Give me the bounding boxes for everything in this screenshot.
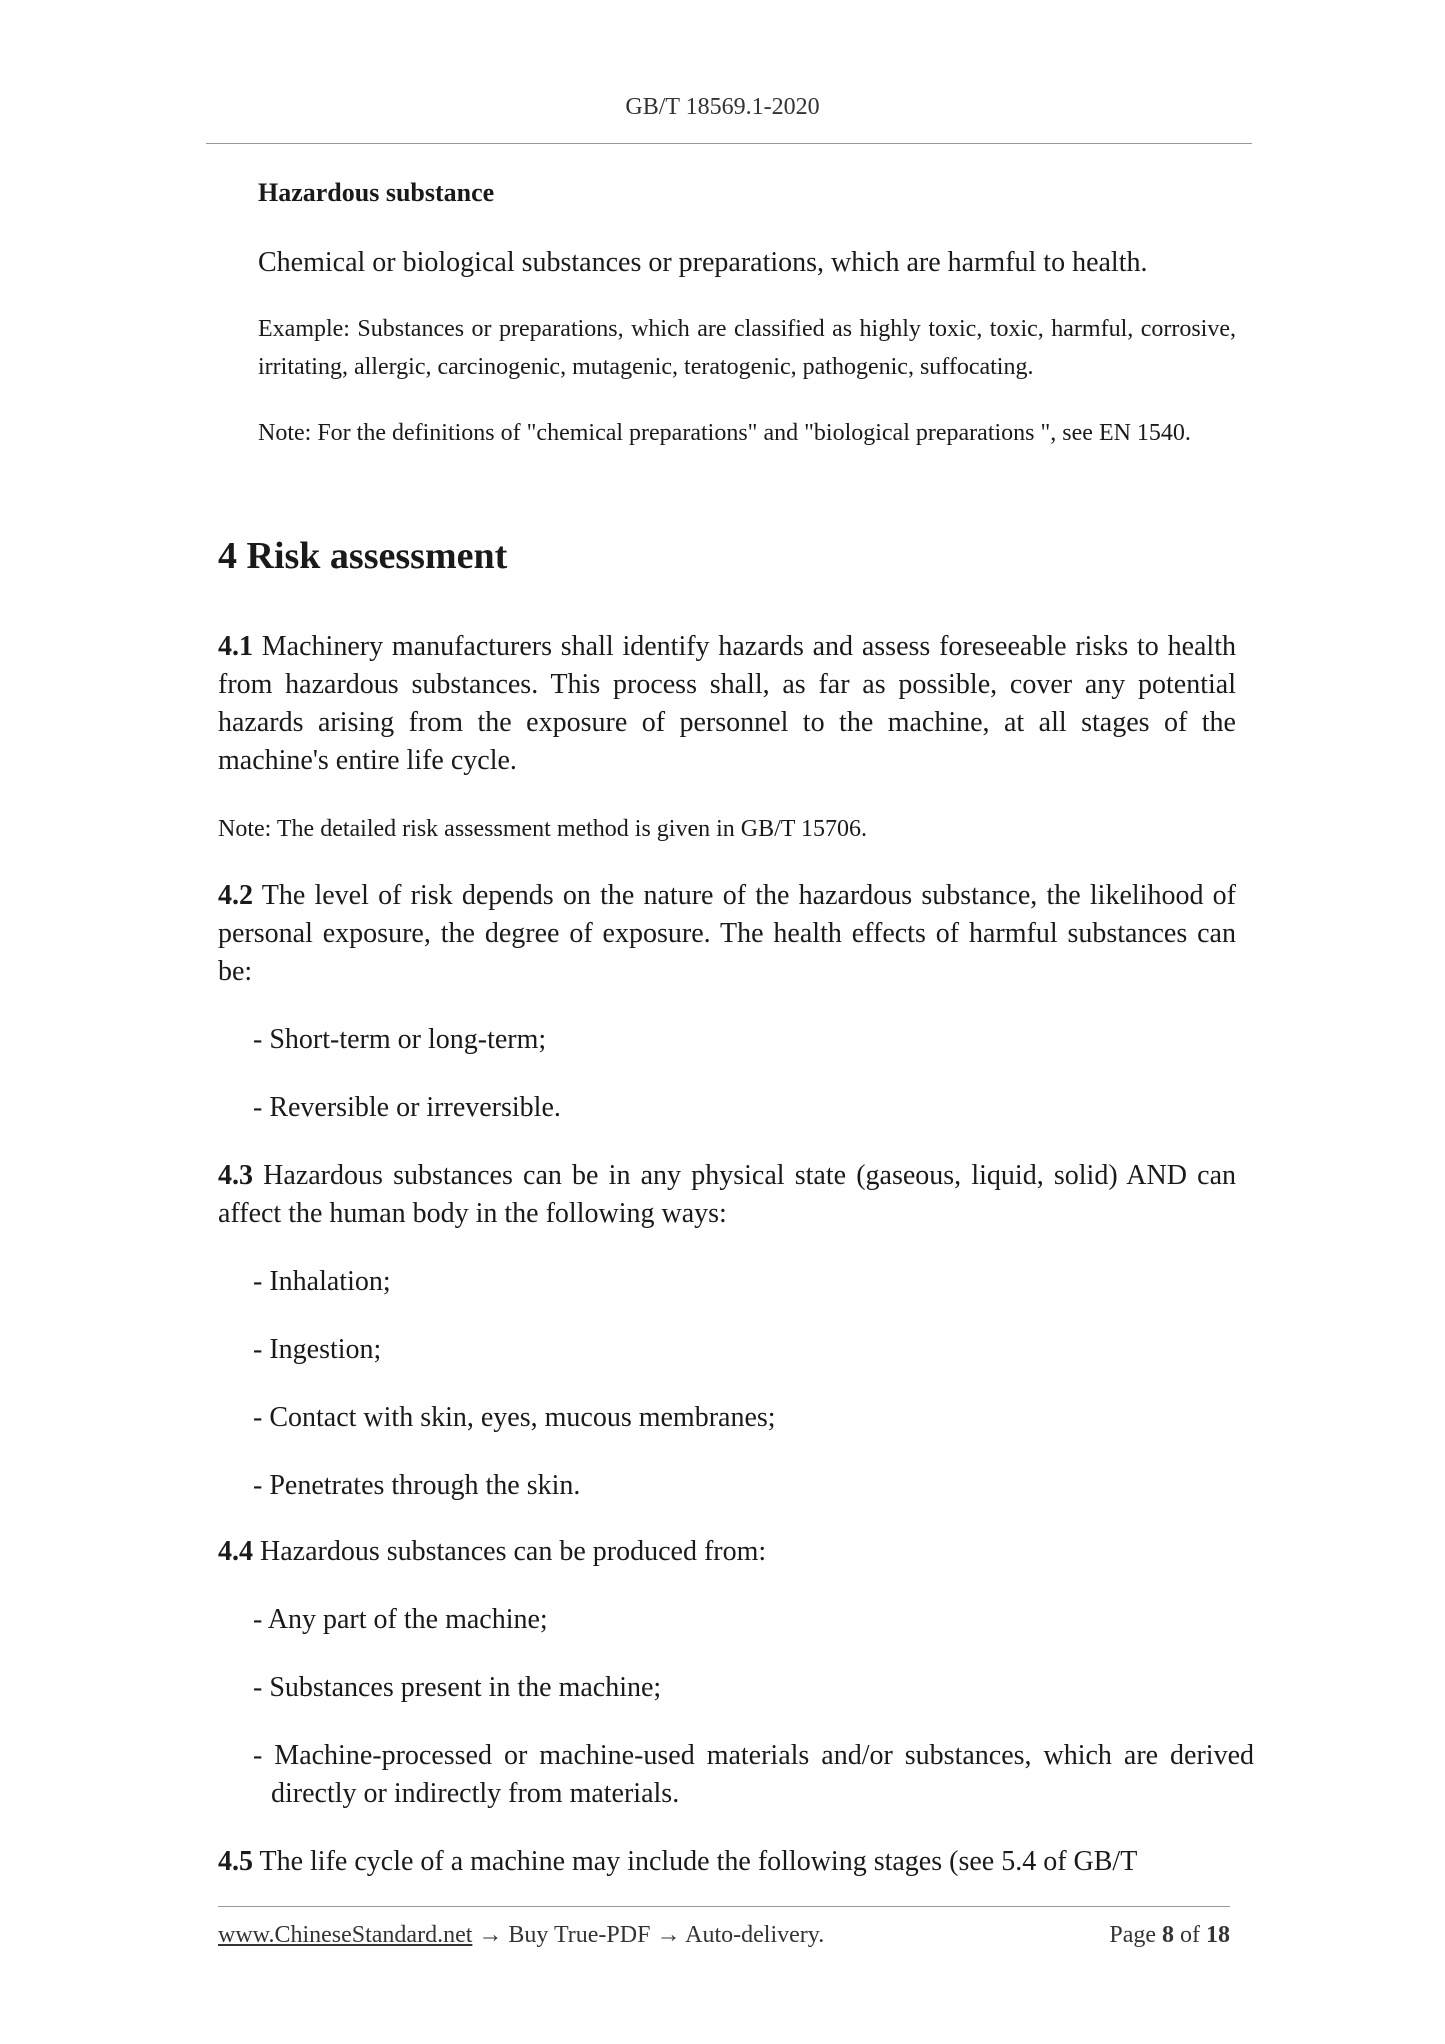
clause-number: 4.5 xyxy=(218,1846,253,1877)
website-link[interactable]: www.ChineseStandard.net xyxy=(218,1922,473,1948)
list-item: - Reversible or irreversible. xyxy=(253,1092,561,1123)
term-example: Example: Substances or preparations, which are classified as highly toxic, toxic, harmful, corrosive, irritating, allergic, carcinogenic, mutagenic, teratogenic, pathogenic, suffocating. xyxy=(258,316,1236,380)
list-item: - Any part of the machine; xyxy=(253,1604,548,1635)
header-divider xyxy=(206,143,1252,144)
clause-text: The life cycle of a machine may include the following stages (see 5.4 of GB/T xyxy=(253,1846,1138,1877)
clause-4-4 xyxy=(218,1533,1236,1571)
clause-number: 4.2 xyxy=(218,880,253,911)
footer-promo xyxy=(218,1922,824,1949)
buy-pdf-text: Buy True-PDF xyxy=(508,1922,651,1948)
list-item: - Inhalation; xyxy=(253,1266,391,1297)
clause-text: Machinery manufacturers shall identify hazards and assess foreseeable risks to health from hazardous substances. This process shall, as far as possible, cover any potential hazards arising from the exposure of personnel to the machine, at all stages of the machine's entire life cycle. xyxy=(218,631,1236,776)
list-item: - Short-term or long-term; xyxy=(253,1024,547,1055)
clause-number: 4.1 xyxy=(218,631,253,662)
clause-text: Hazardous substances can be produced from: xyxy=(253,1536,767,1567)
term-definition: Chemical or biological substances or preparations, which are harmful to health. xyxy=(258,247,1148,278)
page-label: Page xyxy=(1109,1922,1156,1948)
clause-4-3 xyxy=(218,1157,1236,1233)
clause-number: 4.3 xyxy=(218,1160,253,1191)
clause-text: Hazardous substances can be in any physical state (gaseous, liquid, solid) AND can affect the human body in the following ways: xyxy=(218,1160,1236,1229)
list-item: - Contact with skin, eyes, mucous membranes; xyxy=(253,1402,776,1433)
clause-4-5 xyxy=(218,1843,1236,1881)
footer-divider xyxy=(218,1906,1230,1907)
clause-4-1-note: Note: The detailed risk assessment method is given in GB/T 15706. xyxy=(218,816,868,842)
term-note: Note: For the definitions of "chemical preparations" and "biological preparations ", see EN 1540. xyxy=(258,420,1191,446)
list-item: - Penetrates through the skin. xyxy=(253,1470,581,1501)
current-page: 8 xyxy=(1162,1922,1174,1948)
arrow-right-icon: → xyxy=(656,1922,681,1948)
arrow-right-icon: → xyxy=(478,1922,503,1948)
total-pages: 18 xyxy=(1206,1922,1230,1948)
list-item: - Machine-processed or machine-used materials and/or substances, which are derived directly or indirectly from materials. xyxy=(253,1740,1254,1809)
delivery-text: Auto-delivery. xyxy=(685,1922,825,1948)
list-item: - Ingestion; xyxy=(253,1334,382,1365)
document-id-header: GB/T 18569.1-2020 xyxy=(625,94,820,120)
list-item: - Substances present in the machine; xyxy=(253,1672,662,1703)
clause-number: 4.4 xyxy=(218,1536,253,1567)
page-footer xyxy=(218,1922,1230,1960)
section-heading: 4 Risk assessment xyxy=(218,535,508,577)
of-label: of xyxy=(1180,1922,1200,1948)
page-number xyxy=(1109,1922,1230,1949)
clause-text: The level of risk depends on the nature of the hazardous substance, the likelihood of personal exposure, the degree of exposure. The health effects of harmful substances can be: xyxy=(218,880,1236,987)
term-title: Hazardous substance xyxy=(258,178,495,207)
clause-4-2 xyxy=(218,877,1236,991)
clause-4-1 xyxy=(218,628,1236,780)
